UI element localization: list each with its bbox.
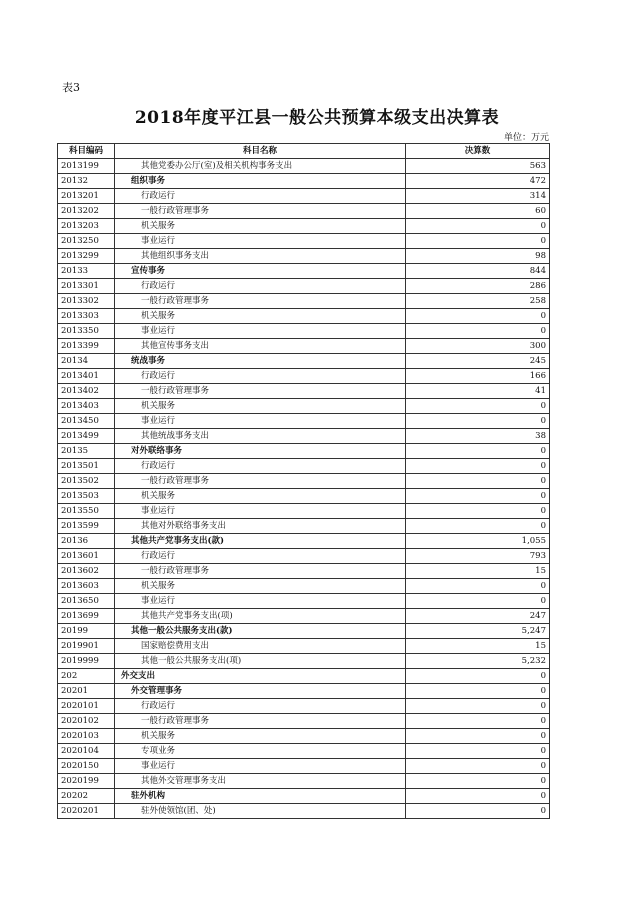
table-row: [58, 474, 550, 489]
cell-code: 2013550: [58, 504, 115, 519]
cell-amount: 5,247: [406, 624, 550, 639]
table-row: [58, 759, 550, 774]
cell-code: 2020101: [58, 699, 115, 714]
cell-amount: 0: [406, 699, 550, 714]
cell-amount: 5,232: [406, 654, 550, 669]
cell-name: 驻外机构: [115, 789, 406, 804]
cell-amount: 0: [406, 774, 550, 789]
table-row: [58, 489, 550, 504]
cell-code: 2013501: [58, 459, 115, 474]
cell-name: 其他一般公共服务支出(项): [115, 654, 406, 669]
table-row: [58, 684, 550, 699]
cell-amount: 0: [406, 594, 550, 609]
cell-amount: 41: [406, 384, 550, 399]
cell-name: 一般行政管理事务: [115, 384, 406, 399]
cell-amount: 0: [406, 684, 550, 699]
cell-code: 2020104: [58, 744, 115, 759]
cell-code: 2013650: [58, 594, 115, 609]
cell-amount: 0: [406, 414, 550, 429]
cell-amount: 60: [406, 204, 550, 219]
table-row: [58, 654, 550, 669]
cell-name: 一般行政管理事务: [115, 564, 406, 579]
cell-code: 2013299: [58, 249, 115, 264]
cell-code: 2019901: [58, 639, 115, 654]
cell-amount: 793: [406, 549, 550, 564]
cell-amount: 15: [406, 639, 550, 654]
cell-name: 事业运行: [115, 234, 406, 249]
cell-code: 2013350: [58, 324, 115, 339]
table-row: [58, 669, 550, 684]
cell-amount: 1,055: [406, 534, 550, 549]
budget-table: [57, 143, 550, 819]
cell-code: 2013401: [58, 369, 115, 384]
cell-name: 统战事务: [115, 354, 406, 369]
cell-amount: 0: [406, 789, 550, 804]
table-row: [58, 804, 550, 819]
table-row: [58, 249, 550, 264]
cell-amount: 0: [406, 744, 550, 759]
table-row: [58, 234, 550, 249]
table-row: [58, 549, 550, 564]
cell-amount: 0: [406, 219, 550, 234]
cell-code: 20201: [58, 684, 115, 699]
cell-amount: 0: [406, 729, 550, 744]
cell-code: 2013203: [58, 219, 115, 234]
cell-amount: 98: [406, 249, 550, 264]
cell-amount: 0: [406, 309, 550, 324]
cell-name: 专项业务: [115, 744, 406, 759]
table-row: [58, 399, 550, 414]
table-row: [58, 609, 550, 624]
cell-code: 2013301: [58, 279, 115, 294]
cell-name: 行政运行: [115, 189, 406, 204]
cell-amount: 15: [406, 564, 550, 579]
cell-code: 2013699: [58, 609, 115, 624]
cell-name: 机关服务: [115, 579, 406, 594]
cell-code: 2013450: [58, 414, 115, 429]
table-row: [58, 699, 550, 714]
cell-name: 宣传事务: [115, 264, 406, 279]
cell-code: 2013503: [58, 489, 115, 504]
table-row: [58, 369, 550, 384]
cell-amount: 38: [406, 429, 550, 444]
table-row: [58, 309, 550, 324]
table-row: [58, 579, 550, 594]
cell-name: 一般行政管理事务: [115, 204, 406, 219]
cell-code: 2020150: [58, 759, 115, 774]
table-row: [58, 384, 550, 399]
cell-name: 事业运行: [115, 504, 406, 519]
cell-name: 行政运行: [115, 549, 406, 564]
table-header-row: [58, 144, 550, 159]
cell-amount: 0: [406, 579, 550, 594]
table-row: [58, 714, 550, 729]
cell-code: 2020199: [58, 774, 115, 789]
cell-name: 其他党委办公厅(室)及相关机构事务支出: [115, 159, 406, 174]
table-row: [58, 324, 550, 339]
table-row: [58, 189, 550, 204]
cell-name: 其他一般公共服务支出(款): [115, 624, 406, 639]
cell-code: 2013403: [58, 399, 115, 414]
cell-amount: 0: [406, 324, 550, 339]
cell-name: 驻外使领馆(团、处): [115, 804, 406, 819]
table-row: [58, 204, 550, 219]
cell-code: 2013250: [58, 234, 115, 249]
table-row: [58, 789, 550, 804]
cell-name: 其他对外联络事务支出: [115, 519, 406, 534]
cell-code: 20132: [58, 174, 115, 189]
table-row: [58, 564, 550, 579]
cell-name: 行政运行: [115, 699, 406, 714]
cell-amount: 247: [406, 609, 550, 624]
table-row: [58, 519, 550, 534]
cell-name: 机关服务: [115, 399, 406, 414]
table-row: [58, 339, 550, 354]
table-row: [58, 534, 550, 549]
table-row: [58, 174, 550, 189]
cell-code: 2013601: [58, 549, 115, 564]
table-row: [58, 774, 550, 789]
table-row: [58, 279, 550, 294]
cell-name: 事业运行: [115, 759, 406, 774]
table-row: [58, 594, 550, 609]
cell-name: 其他统战事务支出: [115, 429, 406, 444]
table-row: [58, 729, 550, 744]
cell-amount: 300: [406, 339, 550, 354]
cell-code: 2019999: [58, 654, 115, 669]
cell-name: 机关服务: [115, 489, 406, 504]
cell-code: 2013499: [58, 429, 115, 444]
cell-code: 2013303: [58, 309, 115, 324]
cell-name: 机关服务: [115, 729, 406, 744]
cell-code: 20199: [58, 624, 115, 639]
cell-name: 其他共产党事务支出(款): [115, 534, 406, 549]
cell-amount: 0: [406, 489, 550, 504]
cell-code: 202: [58, 669, 115, 684]
cell-amount: 0: [406, 459, 550, 474]
cell-code: 2013599: [58, 519, 115, 534]
table-row: [58, 639, 550, 654]
cell-amount: 0: [406, 669, 550, 684]
cell-amount: 563: [406, 159, 550, 174]
table-row: [58, 159, 550, 174]
table-row: [58, 429, 550, 444]
cell-name: 行政运行: [115, 459, 406, 474]
cell-amount: 0: [406, 234, 550, 249]
cell-amount: 0: [406, 504, 550, 519]
cell-amount: 0: [406, 804, 550, 819]
table-row: [58, 624, 550, 639]
cell-amount: 844: [406, 264, 550, 279]
cell-code: 2013201: [58, 189, 115, 204]
cell-code: 2013602: [58, 564, 115, 579]
cell-code: 2013302: [58, 294, 115, 309]
cell-code: 20134: [58, 354, 115, 369]
cell-name: 外交支出: [115, 669, 406, 684]
table-row: [58, 459, 550, 474]
cell-code: 20135: [58, 444, 115, 459]
cell-name: 事业运行: [115, 414, 406, 429]
cell-name: 行政运行: [115, 369, 406, 384]
table-row: [58, 504, 550, 519]
table-id: 表3: [62, 81, 80, 94]
table-row: [58, 219, 550, 234]
cell-name: 对外联络事务: [115, 444, 406, 459]
cell-code: 2020102: [58, 714, 115, 729]
cell-amount: 0: [406, 714, 550, 729]
cell-code: 2013399: [58, 339, 115, 354]
table-row: [58, 744, 550, 759]
table-row: [58, 444, 550, 459]
page-title: 2018年度平江县一般公共预算本级支出决算表: [134, 108, 500, 128]
cell-name: 其他宣传事务支出: [115, 339, 406, 354]
table-row: [58, 264, 550, 279]
cell-code: 2013603: [58, 579, 115, 594]
cell-code: 2020201: [58, 804, 115, 819]
cell-code: 2013199: [58, 159, 115, 174]
table-body: [58, 159, 550, 819]
cell-code: 2020103: [58, 729, 115, 744]
cell-code: 2013502: [58, 474, 115, 489]
cell-amount: 314: [406, 189, 550, 204]
cell-name: 一般行政管理事务: [115, 294, 406, 309]
cell-name: 一般行政管理事务: [115, 714, 406, 729]
cell-name: 其他组织事务支出: [115, 249, 406, 264]
table-row: [58, 354, 550, 369]
unit-label: 单位：万元: [503, 133, 549, 143]
cell-code: 2013202: [58, 204, 115, 219]
cell-amount: 0: [406, 444, 550, 459]
cell-code: 20136: [58, 534, 115, 549]
cell-code: 2013402: [58, 384, 115, 399]
cell-name: 事业运行: [115, 594, 406, 609]
cell-name: 其他外交管理事务支出: [115, 774, 406, 789]
column-header-name: 科目名称: [115, 144, 406, 159]
cell-name: 机关服务: [115, 219, 406, 234]
cell-name: 一般行政管理事务: [115, 474, 406, 489]
cell-amount: 472: [406, 174, 550, 189]
cell-code: 20133: [58, 264, 115, 279]
cell-name: 组织事务: [115, 174, 406, 189]
cell-name: 国家赔偿费用支出: [115, 639, 406, 654]
cell-name: 机关服务: [115, 309, 406, 324]
table-row: [58, 414, 550, 429]
cell-amount: 0: [406, 759, 550, 774]
cell-amount: 258: [406, 294, 550, 309]
cell-name: 外交管理事务: [115, 684, 406, 699]
cell-name: 事业运行: [115, 324, 406, 339]
cell-amount: 166: [406, 369, 550, 384]
cell-amount: 0: [406, 474, 550, 489]
cell-name: 其他共产党事务支出(项): [115, 609, 406, 624]
table-row: [58, 294, 550, 309]
column-header-amount: 决算数: [406, 144, 550, 159]
cell-amount: 0: [406, 399, 550, 414]
cell-name: 行政运行: [115, 279, 406, 294]
column-header-code: 科目编码: [58, 144, 115, 159]
cell-amount: 0: [406, 519, 550, 534]
cell-code: 20202: [58, 789, 115, 804]
cell-amount: 245: [406, 354, 550, 369]
cell-amount: 286: [406, 279, 550, 294]
